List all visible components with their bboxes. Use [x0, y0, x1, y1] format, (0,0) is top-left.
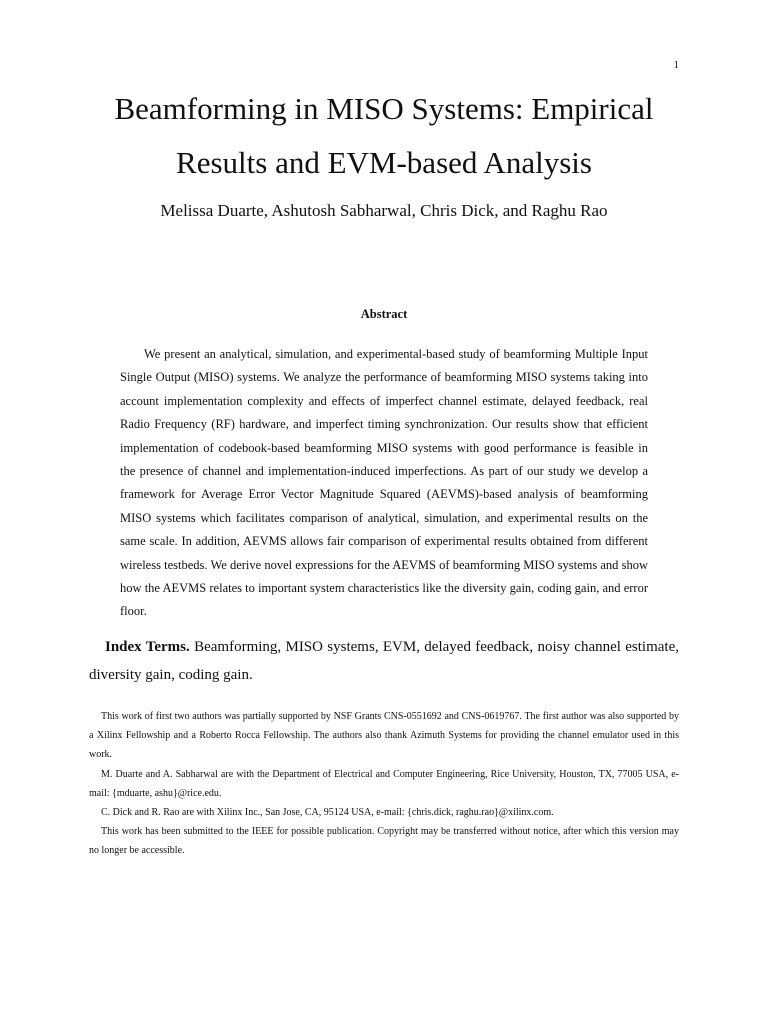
paper-title: [60, 82, 708, 190]
footnote-affiliation-xilinx: C. Dick and R. Rao are with Xilinx Inc., San Jose, CA, 95124 USA, e-mail: {chris.dick, raghu.rao}@xilinx.com.: [101, 807, 554, 819]
page-number: 1: [673, 59, 679, 71]
footnotes: [89, 707, 679, 861]
title-line-1: Beamforming in MISO Systems: Empirical: [114, 91, 654, 126]
index-terms: [89, 633, 679, 689]
index-terms-text: Beamforming, MISO systems, EVM, delayed feedback, noisy channel estimate, diversity gain, coding gain.: [89, 639, 679, 683]
title-line-2: Results and EVM-based Analysis: [176, 145, 592, 180]
abstract-heading: Abstract: [360, 307, 408, 321]
footnote-funding: This work of first two authors was partially supported by NSF Grants CNS-0551692 and CNS-0619767. The first author was also supported by a Xilinx Fellowship and a Roberto Rocca Fellowship. The authors also thank Azimuth Systems for providing the channel emulator used in this work.: [89, 711, 679, 761]
footnote-copyright: This work has been submitted to the IEEE for possible publication. Copyright may be transferred without notice, after which this version may no longer be accessible.: [89, 826, 679, 857]
author-list: Melissa Duarte, Ashutosh Sabharwal, Chris Dick, and Raghu Rao: [160, 201, 608, 220]
abstract-body: We present an analytical, simulation, and experimental-based study of beamforming Multiple Input Single Output (MISO) systems. We analyze the performance of beamforming MISO systems taking into account implementation complexity and effects of imperfect channel estimate, delayed feedback, real Radio Frequency (RF) hardware, and imperfect timing synchronization. Our results show that efficient implementation of codebook-based beamforming MISO systems with good performance is feasible in the presence of channel and implementation-induced imperfections. As part of our study we develop a framework for Average Error Vector Magnitude Squared (AEVMS)-based analysis of beamforming MISO systems which facilitates comparison of analytical, simulation, and experimental results on the same scale. In addition, AEVMS allows fair comparison of experimental results obtained from different wireless testbeds. We derive novel expressions for the AEVMS of beamforming MISO systems and show how the AEVMS relates to important system characteristics like the diversity gain, coding gain, and error floor.: [120, 347, 648, 619]
index-terms-label: Index Terms.: [105, 639, 190, 655]
footnote-affiliation-rice: M. Duarte and A. Sabharwal are with the Department of Electrical and Computer Engineering, Rice University, Houston, TX, 77005 USA, e-mail: {mduarte, ashu}@rice.edu.: [89, 768, 679, 799]
